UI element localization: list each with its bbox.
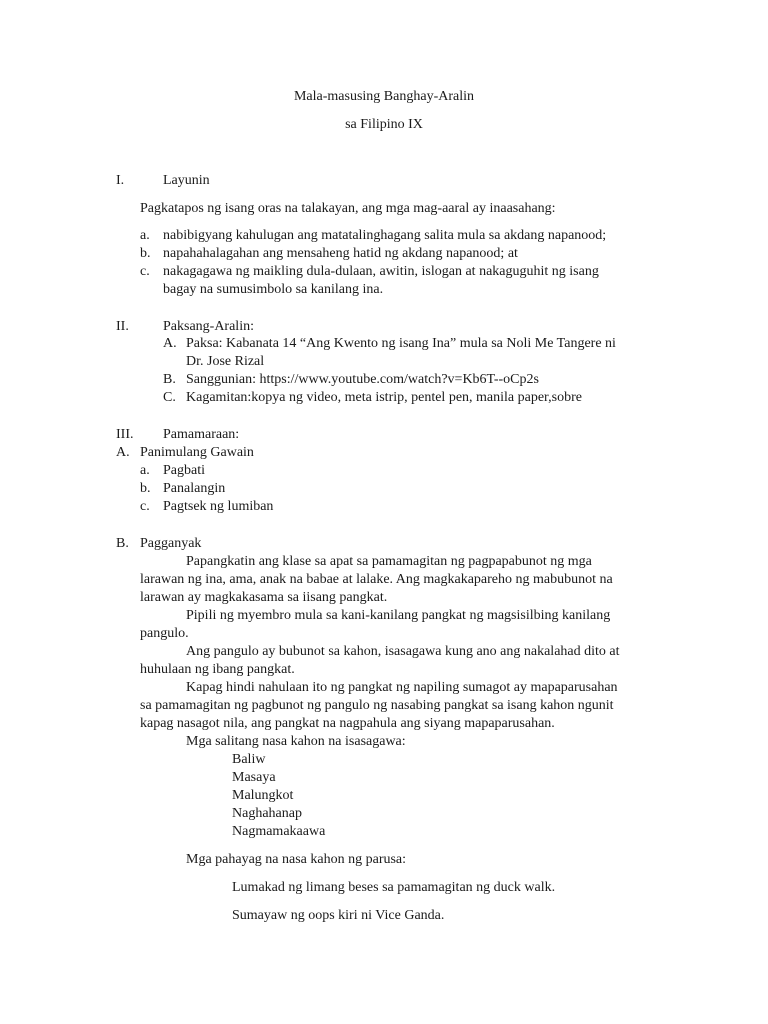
word-item: Malungkot (232, 788, 294, 803)
paragraph-2-line-2: pangulo. (140, 626, 189, 641)
section-2-numeral: II. (116, 319, 129, 334)
punishment-intro: Mga pahayag na nasa kahon ng parusa: (186, 852, 407, 867)
paragraph-4-line-3: kapag nasagot nila, ang pangkat na nagpahula ang siyang mapaparusahan. (140, 716, 555, 731)
topic-a-text-line-2: Dr. Jose Rizal (186, 354, 265, 369)
objective-c-text-line-1: nakagagawa ng maikling dula-dulaan, awitin, islogan at nakaguguhit ng isang (163, 264, 599, 279)
punishment-item: Lumakad ng limang beses sa pamamagitan ng duck walk. (232, 880, 556, 895)
topic-a-text-line-1: Paksa: Kabanata 14 “Ang Kwento ng isang Ina” mula sa Noli Me Tangere ni (186, 336, 616, 351)
paragraph-1-line-3: larawan ay magkakasama sa iisang pangkat. (140, 590, 388, 605)
document-subtitle: sa Filipino IX (345, 117, 423, 132)
paragraph-1-line-2: larawan ng ina, ama, anak na babae at lalake. Ang magkakapareho ng mabubunot na (140, 572, 613, 587)
words-intro: Mga salitang nasa kahon na isasagawa: (186, 734, 406, 749)
part-b-marker: B. (116, 536, 129, 551)
section-1-heading: Layunin (163, 173, 210, 188)
part-a-item-c-marker: c. (140, 499, 150, 514)
section-1-numeral: I. (116, 173, 125, 188)
section-2-heading: Paksang-Aralin: (163, 319, 254, 334)
part-a-heading: Panimulang Gawain (140, 445, 254, 460)
word-item: Nagmamakaawa (232, 824, 326, 839)
document-title: Mala-masusing Banghay-Aralin (293, 89, 474, 104)
paragraph-3-line-2: huhulaan ng ibang pangkat. (140, 662, 295, 677)
topic-c-text: Kagamitan:kopya ng video, meta istrip, pentel pen, manila paper,sobre (186, 390, 582, 405)
word-item: Masaya (232, 770, 276, 785)
part-a-item-a-text: Pagbati (163, 463, 205, 478)
part-a-item-b-marker: b. (140, 481, 151, 496)
paragraph-2-line-1: Pipili ng myembro mula sa kani-kanilang pangkat ng magsisilbing kanilang (186, 608, 611, 623)
paragraph-3-line-1: Ang pangulo ay bubunot sa kahon, isasagawa kung ano ang nakalahad dito at (186, 644, 620, 659)
topic-b-marker: B. (163, 372, 176, 387)
section-1-intro: Pagkatapos ng isang oras na talakayan, ang mga mag-aaral ay inaasahang: (140, 201, 556, 216)
word-item: Baliw (232, 752, 266, 767)
paragraph-1-line-1: Papangkatin ang klase sa apat sa pamamagitan ng pagpapabunot ng mga (186, 554, 592, 569)
objective-b-marker: b. (140, 246, 151, 261)
part-a-item-b-text: Panalangin (163, 481, 226, 496)
topic-c-marker: C. (163, 390, 176, 405)
part-a-item-a-marker: a. (140, 463, 150, 478)
topic-b-text: Sanggunian: https://www.youtube.com/watch?v=Kb6T--oCp2s (186, 372, 539, 387)
objective-a-text: nabibigyang kahulugan ang matatalinghagang salita mula sa akdang napanood; (163, 228, 607, 243)
objective-b-text: napahahalagahan ang mensaheng hatid ng akdang napanood; at (163, 246, 518, 261)
part-b-heading: Pagganyak (140, 536, 202, 551)
objective-c-text-line-2: bagay na sumusimbolo sa kanilang ina. (163, 282, 384, 297)
section-3-heading: Pamamaraan: (163, 427, 240, 442)
word-item: Naghahanap (232, 806, 302, 821)
objective-a-marker: a. (140, 228, 150, 243)
paragraph-4-line-1: Kapag hindi nahulaan ito ng pangkat ng napiling sumagot ay mapaparusahan (186, 680, 618, 695)
paragraph-4-line-2: sa pamamagitan ng pagbunot ng pangulo ng nasabing pangkat sa isang kahon ngunit (140, 698, 614, 713)
objective-c-marker: c. (140, 264, 150, 279)
topic-a-marker: A. (163, 336, 177, 351)
section-3-numeral: III. (116, 427, 134, 442)
punishment-item: Sumayaw ng oops kiri ni Vice Ganda. (232, 908, 445, 923)
part-a-item-c-text: Pagtsek ng lumiban (163, 499, 274, 514)
part-a-marker: A. (116, 445, 130, 460)
